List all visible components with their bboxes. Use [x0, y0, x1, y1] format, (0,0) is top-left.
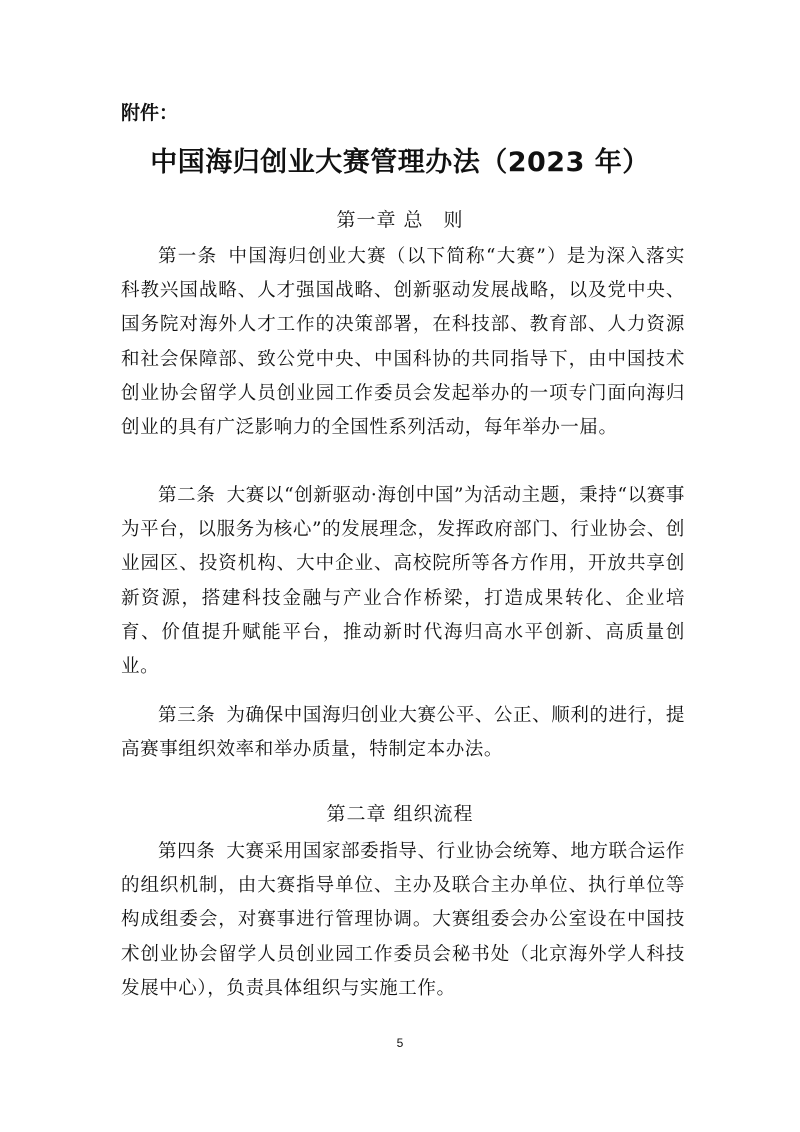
- chapter-heading: 第二章 组织流程: [326, 803, 474, 825]
- chapter-heading: 第一章 总 则: [336, 209, 464, 231]
- article-text: 大赛采用国家部委指导、行业协会统筹、地方联合运作的组织机制，由大赛指导单位、主办及联合主办单位、执行单位等构成组委会，对赛事进行管理协调。大赛组委会办公室设在中国技术创业协会留学人员创业园工作委员会秘书处（北京海外学人科技发展中心），负责具体组织与实施工作。: [121, 841, 685, 999]
- document-title: 中国海归创业大赛管理办法（2023 年）: [150, 147, 650, 178]
- article-paragraph: [121, 835, 685, 1006]
- article-text: 为确保中国海归创业大赛公平、公正、顺利的进行，提高赛事组织效率和举办质量，特制定本办法。: [121, 705, 685, 761]
- article-number: 第四条: [158, 841, 216, 862]
- article-text: 中国海归创业大赛（以下简称“大赛”）是为深入落实科教兴国战略、人才强国战略、创新驱动发展战略，以及党中央、国务院对海外人才工作的决策部署，在科技部、教育部、人力资源和社会保障部、致公党中央、中国科协的共同指导下，由中国技术创业协会留学人员创业园工作委员会发起举办的一项专门面向海归创业的具有广泛影响力的全国性系列活动，每年举办一届。: [121, 246, 685, 439]
- article-paragraph: [121, 240, 685, 445]
- page-number: 5: [396, 1036, 404, 1050]
- article-text: 大赛以“创新驱动·海创中国”为活动主题，秉持“以赛事为平台，以服务为核心”的发展理念，发挥政府部门、行业协会、创业园区、投资机构、大中企业、高校院所等各方作用，开放共享创新资源，搭建科技金融与产业合作桥梁，打造成果转化、企业培育、价值提升赋能平台，推动新时代海归高水平创新、高质量创业。: [121, 485, 685, 678]
- attachment-label: 附件：: [121, 102, 179, 124]
- article-number: 第一条: [158, 246, 218, 267]
- article-number: 第二条: [158, 485, 216, 506]
- article-number: 第三条: [158, 705, 216, 726]
- article-paragraph: [121, 699, 685, 767]
- article-paragraph: [121, 479, 685, 684]
